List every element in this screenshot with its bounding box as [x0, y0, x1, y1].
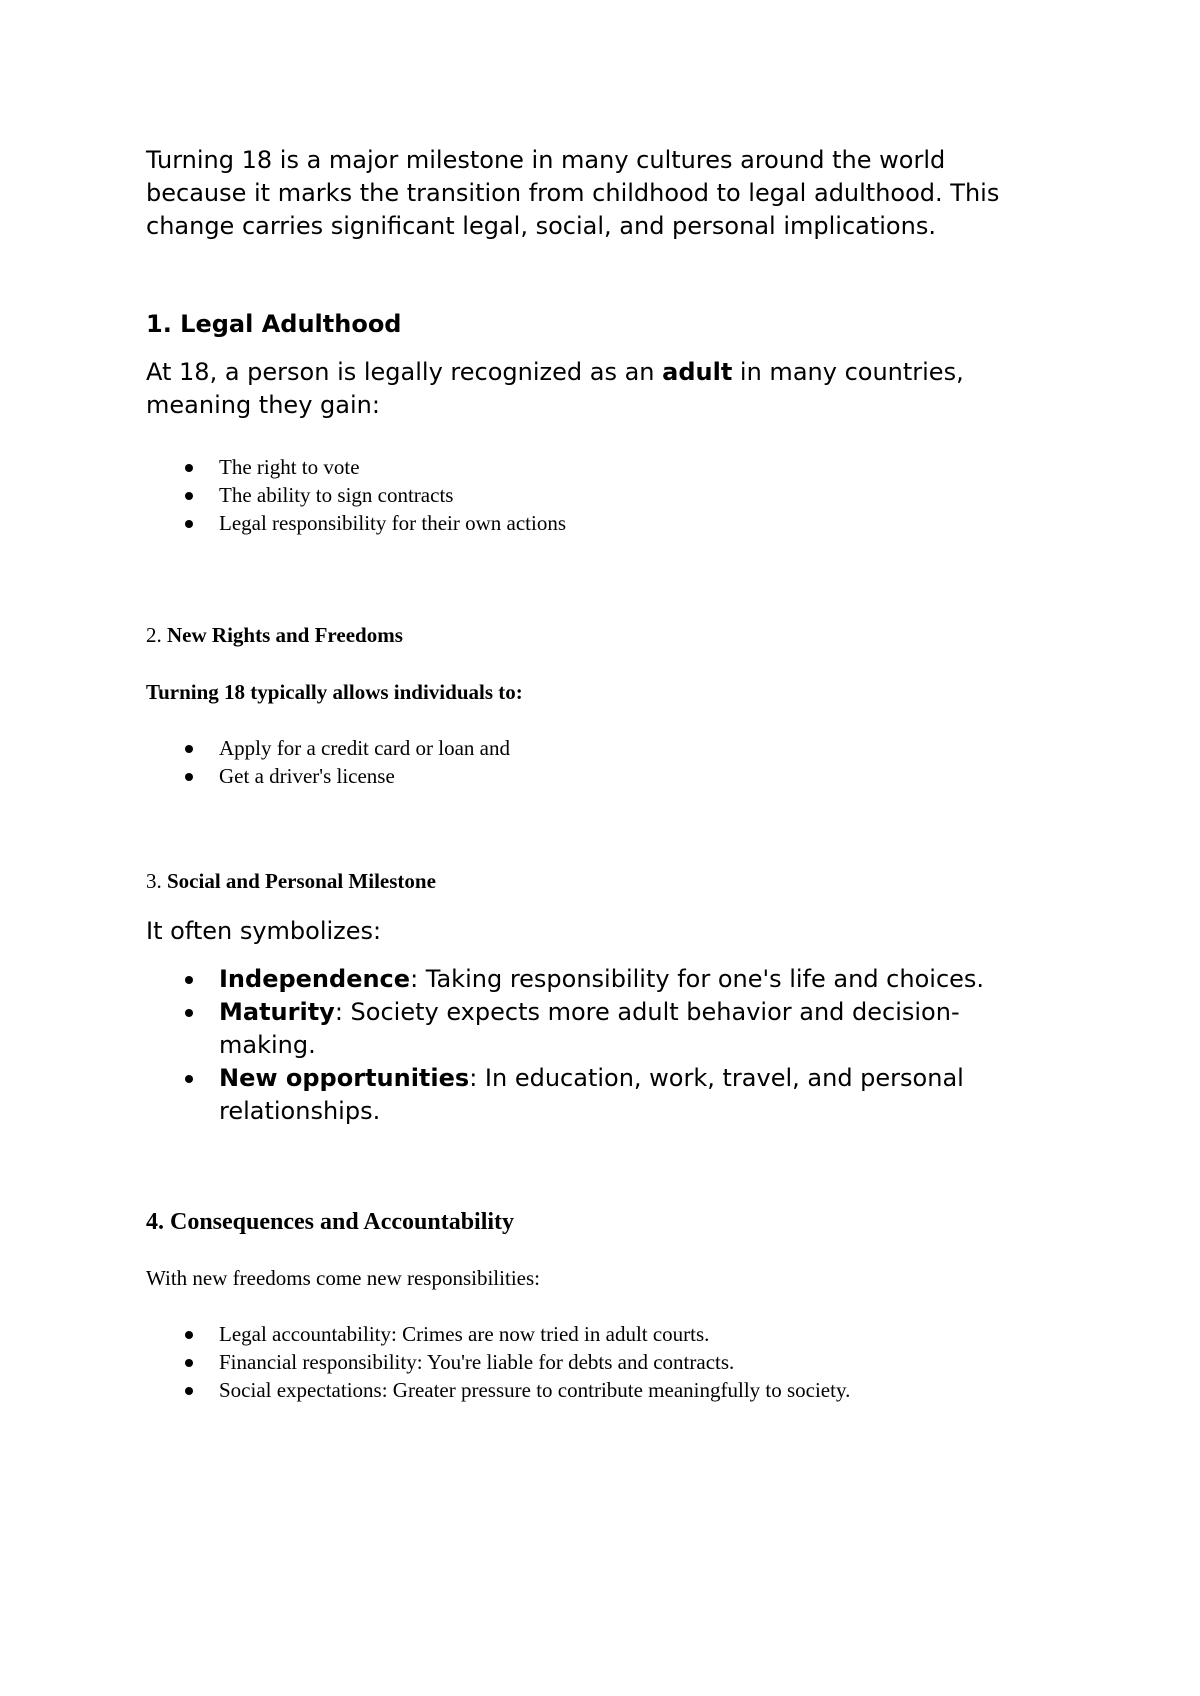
list-item: [146, 1062, 996, 1128]
section-2-title: New Rights and Freedoms: [167, 623, 403, 647]
section-4-list: [146, 1320, 1046, 1404]
section-4-lead: With new freedoms come new responsibilities:: [146, 1266, 540, 1290]
section-2-list: [146, 734, 1046, 790]
list-item: Social expectations: Greater pressure to contribute meaningfully to society.: [146, 1376, 1046, 1404]
list-item: Get a driver's license: [146, 762, 1046, 790]
list-item: The ability to sign contracts: [146, 481, 1046, 509]
section-4-heading: 4. Consequences and Accountability: [146, 1209, 515, 1235]
list-item: Financial responsibility: You're liable for debts and contracts.: [146, 1348, 1046, 1376]
list-item: [146, 996, 996, 1062]
list-item: Legal accountability: Crimes are now tried in adult courts.: [146, 1320, 1046, 1348]
list-item: Apply for a credit card or loan and: [146, 734, 1046, 762]
list-item: Legal responsibility for their own actions: [146, 509, 1046, 537]
section-1-lead-start: At 18, a person is legally recognized as an: [146, 358, 663, 386]
section-1-lead-bold: adult: [662, 358, 733, 386]
section-2-heading: [146, 621, 1046, 649]
intro-paragraph: Turning 18 is a major milestone in many cultures around the world because it marks the transition from childhood to legal adulthood. This change carries significant legal, social, and personal implications.: [146, 146, 1000, 240]
list-item-term: Maturity: [219, 998, 335, 1026]
section-3-number: 3.: [146, 869, 167, 893]
section-3-title: Social and Personal Milestone: [167, 869, 436, 893]
section-2-lead: Turning 18 typically allows individuals to:: [146, 680, 523, 704]
list-item: The right to vote: [146, 453, 1046, 481]
list-item-text: : In education, work, travel, and personal relationships.: [219, 1064, 964, 1125]
section-1-heading: 1. Legal Adulthood: [146, 310, 402, 338]
list-item-term: Independence: [219, 965, 411, 993]
section-1-list: [146, 453, 1046, 537]
section-3-heading: [146, 867, 1046, 895]
section-1-lead: [146, 356, 1046, 422]
section-1-lead-end: in many countries, meaning they gain:: [146, 358, 964, 419]
list-item: [146, 963, 996, 996]
list-item-term: New opportunities: [219, 1064, 470, 1092]
list-item-text: : Society expects more adult behavior and decision-making.: [219, 998, 960, 1059]
section-3-lead: It often symbolizes:: [146, 917, 382, 945]
section-3-list: [146, 963, 996, 1128]
list-item-text: : Taking responsibility for one's life and choices.: [410, 965, 985, 993]
section-2-number: 2.: [146, 623, 167, 647]
